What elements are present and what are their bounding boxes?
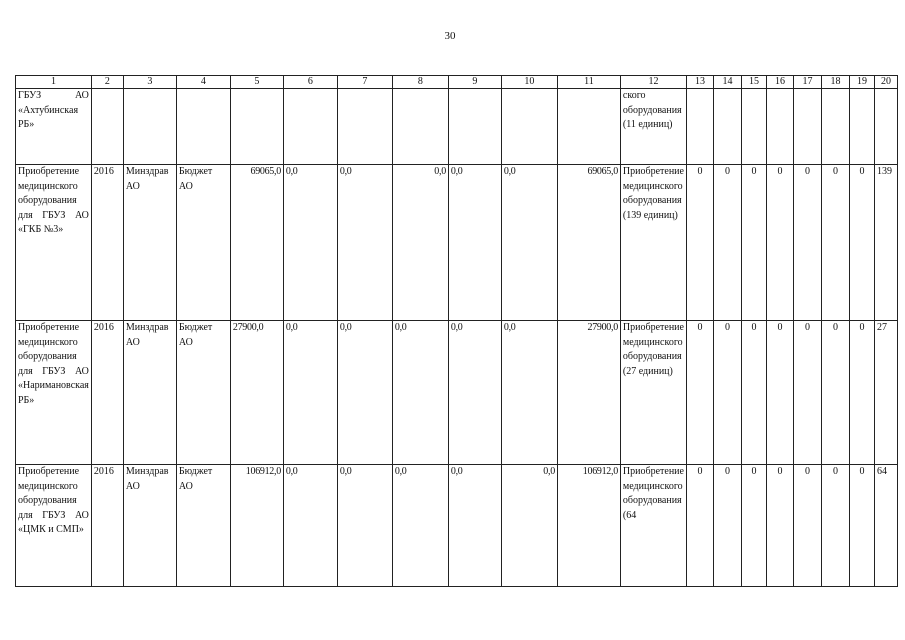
cell-target xyxy=(821,89,849,165)
cell-value: 0,0 xyxy=(392,465,448,587)
cell-value: 0,0 xyxy=(283,321,337,465)
cell-target: 0 xyxy=(766,321,793,465)
cell-value: 0,0 xyxy=(337,465,392,587)
budget-table xyxy=(15,75,898,587)
cell-year: 2016 xyxy=(91,321,123,465)
cell-indicator: Приобретение медицинского оборудования (64 xyxy=(620,465,686,587)
cell-executor xyxy=(123,89,176,165)
cell-target: 64 xyxy=(874,465,897,587)
cell-source: Бюджет АО xyxy=(176,321,230,465)
col-header: 15 xyxy=(741,76,766,89)
cell-target: 0 xyxy=(793,465,821,587)
cell-target: 0 xyxy=(741,165,766,321)
cell-value: 0,0 xyxy=(337,165,392,321)
cell-target: 0 xyxy=(821,165,849,321)
cell-value: 69065,0 xyxy=(230,165,283,321)
cell-value: 27900,0 xyxy=(230,321,283,465)
col-header: 8 xyxy=(392,76,448,89)
col-header: 18 xyxy=(821,76,849,89)
col-header: 2 xyxy=(91,76,123,89)
cell-value: 0,0 xyxy=(283,465,337,587)
cell-target: 0 xyxy=(821,321,849,465)
cell-value xyxy=(501,89,557,165)
cell-executor: Минздрав АО xyxy=(123,465,176,587)
col-header: 5 xyxy=(230,76,283,89)
cell-source xyxy=(176,89,230,165)
cell-target xyxy=(686,89,713,165)
col-header: 3 xyxy=(123,76,176,89)
cell-target: 0 xyxy=(686,165,713,321)
cell-target: 0 xyxy=(793,321,821,465)
cell-value: 0,0 xyxy=(337,321,392,465)
cell-target: 0 xyxy=(713,165,741,321)
col-header: 13 xyxy=(686,76,713,89)
header-row xyxy=(16,76,898,89)
cell-source: Бюджет АО xyxy=(176,165,230,321)
cell-value: 0,0 xyxy=(501,321,557,465)
cell-target: 0 xyxy=(849,321,874,465)
cell-value xyxy=(448,89,501,165)
col-header: 17 xyxy=(793,76,821,89)
cell-value: 0,0 xyxy=(448,321,501,465)
cell-value xyxy=(337,89,392,165)
cell-value: 0,0 xyxy=(501,165,557,321)
cell-indicator: Приобретение медицинского оборудования (139 единиц) xyxy=(620,165,686,321)
col-header: 1 xyxy=(16,76,92,89)
cell-executor: Минздрав АО xyxy=(123,165,176,321)
cell-executor: Минздрав АО xyxy=(123,321,176,465)
cell-activity: Приобретение медицинского оборудования для ГБУЗ АО «ЦМК и СМП» xyxy=(16,465,92,587)
cell-indicator: ского оборудования (11 единиц) xyxy=(620,89,686,165)
cell-value: 106912,0 xyxy=(230,465,283,587)
col-header: 10 xyxy=(501,76,557,89)
cell-activity: ГБУЗ АО «Ахтубинская РБ» xyxy=(16,89,92,165)
cell-target: 0 xyxy=(741,321,766,465)
cell-target: 27 xyxy=(874,321,897,465)
page-number: 30 xyxy=(444,30,456,42)
col-header: 14 xyxy=(713,76,741,89)
cell-value: 0,0 xyxy=(283,165,337,321)
cell-target xyxy=(793,89,821,165)
cell-target: 0 xyxy=(686,465,713,587)
cell-target: 0 xyxy=(713,465,741,587)
table-row xyxy=(16,165,898,321)
cell-year: 2016 xyxy=(91,465,123,587)
table-row xyxy=(16,89,898,165)
col-header: 9 xyxy=(448,76,501,89)
cell-value xyxy=(557,89,620,165)
cell-year: 2016 xyxy=(91,165,123,321)
cell-activity: Приобретение медицинского оборудования для ГБУЗ АО «ГКБ №3» xyxy=(16,165,92,321)
cell-value xyxy=(283,89,337,165)
cell-value: 0,0 xyxy=(501,465,557,587)
col-header: 20 xyxy=(874,76,897,89)
cell-value: 0,0 xyxy=(392,165,448,321)
cell-value: 0,0 xyxy=(448,465,501,587)
col-header: 11 xyxy=(557,76,620,89)
cell-value xyxy=(230,89,283,165)
cell-indicator: Приобретение медицинского оборудования (27 единиц) xyxy=(620,321,686,465)
table-row xyxy=(16,465,898,587)
cell-target: 0 xyxy=(766,465,793,587)
cell-target: 0 xyxy=(713,321,741,465)
cell-activity: Приобретение медицинского оборудования для ГБУЗ АО «Наримановская РБ» xyxy=(16,321,92,465)
cell-target: 0 xyxy=(686,321,713,465)
cell-target: 0 xyxy=(741,465,766,587)
cell-target: 0 xyxy=(849,165,874,321)
col-header: 12 xyxy=(620,76,686,89)
cell-value: 27900,0 xyxy=(557,321,620,465)
table-row xyxy=(16,321,898,465)
cell-target: 0 xyxy=(793,165,821,321)
col-header: 16 xyxy=(766,76,793,89)
cell-value xyxy=(392,89,448,165)
cell-target: 0 xyxy=(821,465,849,587)
col-header: 4 xyxy=(176,76,230,89)
cell-target xyxy=(874,89,897,165)
cell-target: 0 xyxy=(766,165,793,321)
cell-source: Бюджет АО xyxy=(176,465,230,587)
cell-year xyxy=(91,89,123,165)
col-header: 6 xyxy=(283,76,337,89)
cell-target xyxy=(849,89,874,165)
cell-value: 0,0 xyxy=(392,321,448,465)
cell-target xyxy=(713,89,741,165)
cell-value: 0,0 xyxy=(448,165,501,321)
cell-target: 0 xyxy=(849,465,874,587)
cell-target: 139 xyxy=(874,165,897,321)
col-header: 7 xyxy=(337,76,392,89)
col-header: 19 xyxy=(849,76,874,89)
cell-value: 106912,0 xyxy=(557,465,620,587)
cell-value: 69065,0 xyxy=(557,165,620,321)
cell-target xyxy=(766,89,793,165)
cell-target xyxy=(741,89,766,165)
